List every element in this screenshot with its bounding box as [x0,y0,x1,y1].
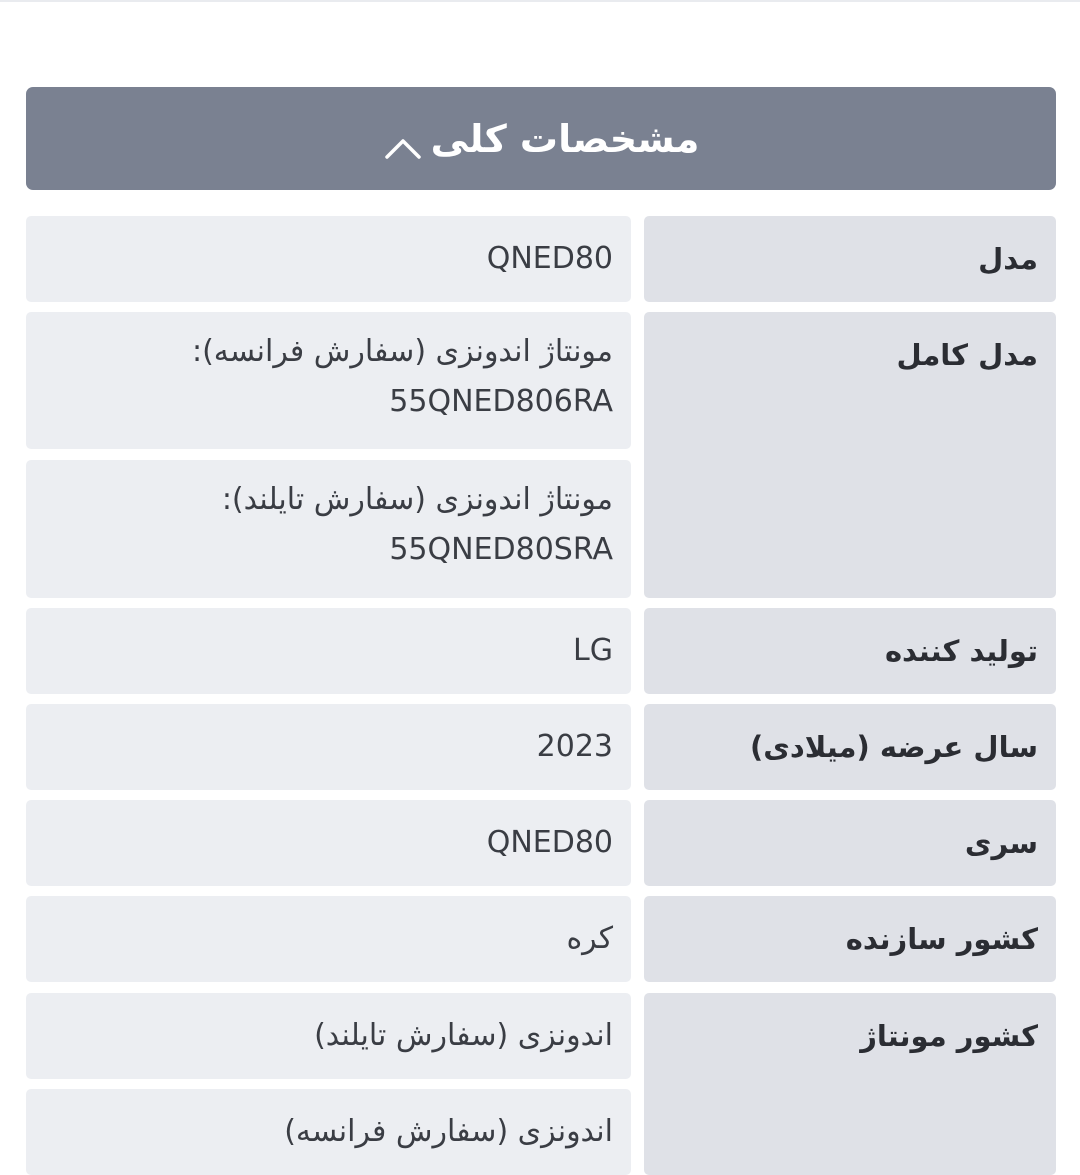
spec-row-release-year [26,704,1056,790]
spec-value-text: کره [566,921,613,956]
spec-label: سری [644,800,1056,886]
spec-label: کشور سازنده [644,896,1056,982]
spec-row-series [26,800,1056,886]
spec-value [26,608,631,694]
spec-value [26,216,631,302]
spec-value-code: 55QNED80SRA [389,532,613,567]
top-divider [0,0,1080,2]
spec-value-text: QNED80 [486,241,613,276]
spec-label: مدل [644,216,1056,302]
spec-row-manufacturer [26,608,1056,694]
spec-label: سال عرضه (میلادی) [644,704,1056,790]
spec-value-text: QNED80 [486,825,613,860]
spec-value-code: 55QNED806RA [389,384,613,419]
spec-value-text: اندونزی (سفارش تایلند) [314,1018,613,1053]
section-title: مشخصات کلی [430,116,700,161]
spec-label: مدل کامل [644,312,1056,598]
spec-label: کشور مونتاژ [644,993,1056,1175]
spec-value [26,896,631,982]
spec-row-assembly-country [26,993,1056,1175]
spec-value-text: مونتاژ اندونزی (سفارش فرانسه): [191,334,613,369]
spec-value [26,312,631,449]
spec-value [26,460,631,598]
chevron-up-icon [383,131,423,161]
spec-value [26,993,631,1079]
spec-value [26,1089,631,1175]
spec-value-text: مونتاژ اندونزی (سفارش تایلند): [221,482,613,517]
spec-row-country-of-origin [26,896,1056,982]
spec-value [26,800,631,886]
spec-value [26,704,631,790]
spec-row-model [26,216,1056,302]
section-header-general-specs[interactable] [26,87,1056,190]
spec-value-text: 2023 [536,729,613,764]
spec-value-text: اندونزی (سفارش فرانسه) [284,1114,613,1149]
spec-row-full-model [26,312,1056,598]
spec-label: تولید کننده [644,608,1056,694]
spec-value-text: LG [573,633,613,668]
